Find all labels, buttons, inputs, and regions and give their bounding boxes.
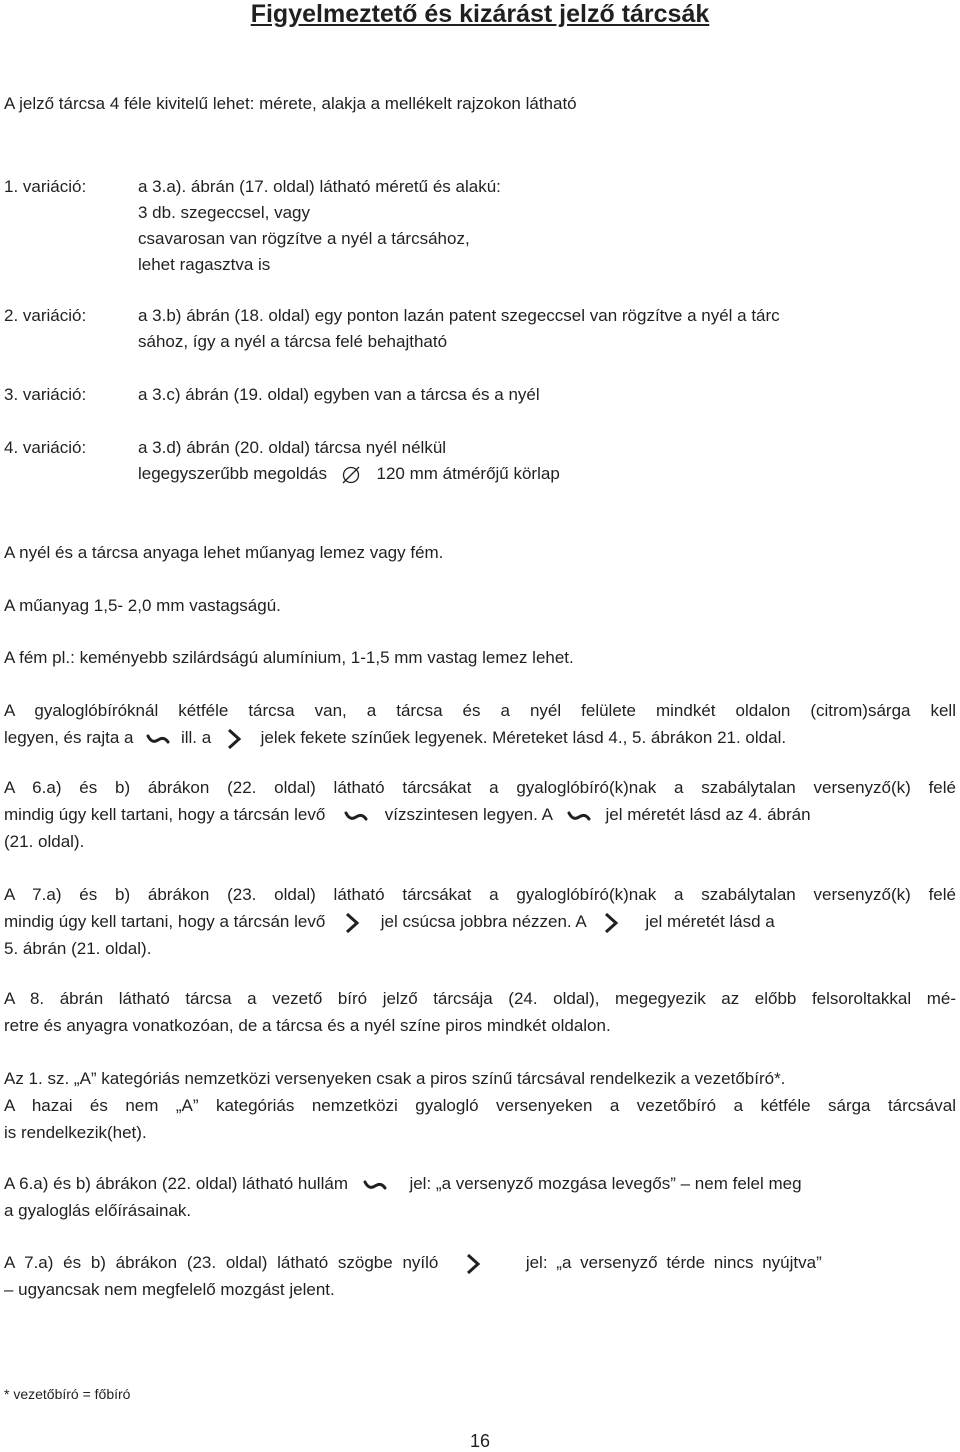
variation-1-line: csavarosan van rögzítve a nyél a tárcsához, <box>138 229 470 248</box>
material-line: A nyél és a tárcsa anyaga lehet műanyag lemez vagy fém. <box>4 543 444 562</box>
variation-4-line2 <box>138 461 560 487</box>
chevron-right-icon <box>344 912 360 934</box>
material-line: A fém pl.: keményebb szilárdságú alumínium, 1-1,5 mm vastag lemez lehet. <box>4 648 574 667</box>
paragraph-text: vízszintesen legyen. A <box>384 805 553 824</box>
chevron-right-icon <box>603 912 619 934</box>
chevron-right-icon <box>465 1253 481 1275</box>
material-line: A műanyag 1,5- 2,0 mm vastagságú. <box>4 596 281 615</box>
paragraph-4-line: retre és anyagra vonatkozóan, de a tárcsa és a nyél színe piros mindkét oldalon. <box>4 1016 611 1035</box>
variation-1-label: 1. variáció: <box>4 177 87 196</box>
paragraph-text: A 7.a) és b) ábrákon (23. oldal) látható szögbe nyíló <box>4 1253 439 1272</box>
paragraph-5-line: Az 1. sz. „A” kategóriás nemzetközi versenyeken csak a piros színű tárcsával rendelkezik a vezetőbíró*. <box>4 1069 786 1088</box>
paragraph-7-line: – ugyancsak nem megfelelő mozgást jelent. <box>4 1280 335 1299</box>
variation-4-text-b: 120 mm átmérőjű körlap <box>376 464 560 483</box>
paragraph-6-line1 <box>4 1171 802 1197</box>
paragraph-5-line: A hazai és nem „A” kategóriás nemzetközi gyalogló versenyeken a vezetőbíró a kétféle sárga tárcsával <box>4 1096 956 1115</box>
variation-3-label: 3. variáció: <box>4 385 87 404</box>
chevron-right-icon <box>226 728 242 750</box>
paragraph-text: jel méretét lásd a <box>645 912 775 931</box>
paragraph-6-line: a gyaloglás előírásainak. <box>4 1201 192 1220</box>
paragraph-text: jel csúcsa jobbra nézzen. A <box>380 912 586 931</box>
footnote: * vezetőbíró = főbíró <box>4 1386 131 1402</box>
wave-icon <box>567 809 591 823</box>
diameter-icon <box>340 465 362 485</box>
intro-text: A jelző tárcsa 4 féle kivitelű lehet: mérete, alakja a mellékelt rajzokon látható <box>4 94 577 113</box>
paragraph-1-line2 <box>4 725 786 751</box>
paragraph-text: jelek fekete színűek legyenek. Méreteket lásd 4., 5. ábrákon 21. oldal. <box>260 728 787 747</box>
page-title: Figyelmeztető és kizárást jelző tárcsák <box>250 0 710 28</box>
paragraph-text: jel méretét lásd az 4. ábrán <box>605 805 811 824</box>
paragraph-5-line: is rendelkezik(het). <box>4 1123 147 1142</box>
paragraph-text: jel: „a versenyző mozgása levegős” – nem felel meg <box>409 1174 802 1193</box>
wave-icon <box>363 1178 387 1192</box>
variation-2-label: 2. variáció: <box>4 306 87 325</box>
variation-4-text-a: legegyszerűbb megoldás <box>138 464 328 483</box>
paragraph-1-line: A gyaloglóbíróknál kétféle tárcsa van, a tárcsa és a nyél felülete mindkét oldalon (citrom)sárga kell <box>4 701 956 720</box>
variation-2-line: sához, így a nyél a tárcsa felé behajtható <box>138 332 448 351</box>
paragraph-2-line: (21. oldal). <box>4 832 85 851</box>
variation-4-line: a 3.d) ábrán (20. oldal) tárcsa nyél nélkül <box>138 438 447 457</box>
paragraph-3-line: 5. ábrán (21. oldal). <box>4 939 152 958</box>
wave-icon <box>344 809 368 823</box>
variation-1-line: a 3.a). ábrán (17. oldal) látható méretű és alakú: <box>138 177 501 196</box>
paragraph-text: legyen, és rajta a <box>4 728 134 747</box>
variation-1-line: 3 db. szegeccsel, vagy <box>138 203 310 222</box>
paragraph-7-line1 <box>4 1250 822 1276</box>
variation-3-line: a 3.c) ábrán (19. oldal) egyben van a tárcsa és a nyél <box>138 385 540 404</box>
paragraph-2-line2 <box>4 802 811 828</box>
wave-icon <box>146 732 170 746</box>
paragraph-3-line: A 7.a) és b) ábrákon (23. oldal) látható tárcsákat a gyaloglóbíró(k)nak a szabálytalan versenyző(k) felé <box>4 885 956 904</box>
paragraph-text: mindig úgy kell tartani, hogy a tárcsán levő <box>4 912 326 931</box>
paragraph-text: mindig úgy kell tartani, hogy a tárcsán levő <box>4 805 326 824</box>
paragraph-2-line: A 6.a) és b) ábrákon (22. oldal) látható tárcsákat a gyaloglóbíró(k)nak a szabálytalan versenyző(k) felé <box>4 778 956 797</box>
paragraph-3-line2 <box>4 909 775 935</box>
variation-4-label: 4. variáció: <box>4 438 87 457</box>
variation-2-line: a 3.b) ábrán (18. oldal) egy ponton lazán patent szegeccsel van rögzítve a nyél a tárc <box>138 306 780 325</box>
paragraph-text: A 6.a) és b) ábrákon (22. oldal) látható hullám <box>4 1174 348 1193</box>
page-number: 16 <box>469 1431 491 1451</box>
paragraph-text: jel: „a versenyző térde nincs nyújtva” <box>525 1253 822 1272</box>
paragraph-4-line: A 8. ábrán látható tárcsa a vezető bíró jelző tárcsája (24. oldal), megegyezik az előbb felsoroltakkal mé- <box>4 989 956 1008</box>
paragraph-text: ill. a <box>180 728 212 747</box>
variation-1-line: lehet ragasztva is <box>138 255 271 274</box>
